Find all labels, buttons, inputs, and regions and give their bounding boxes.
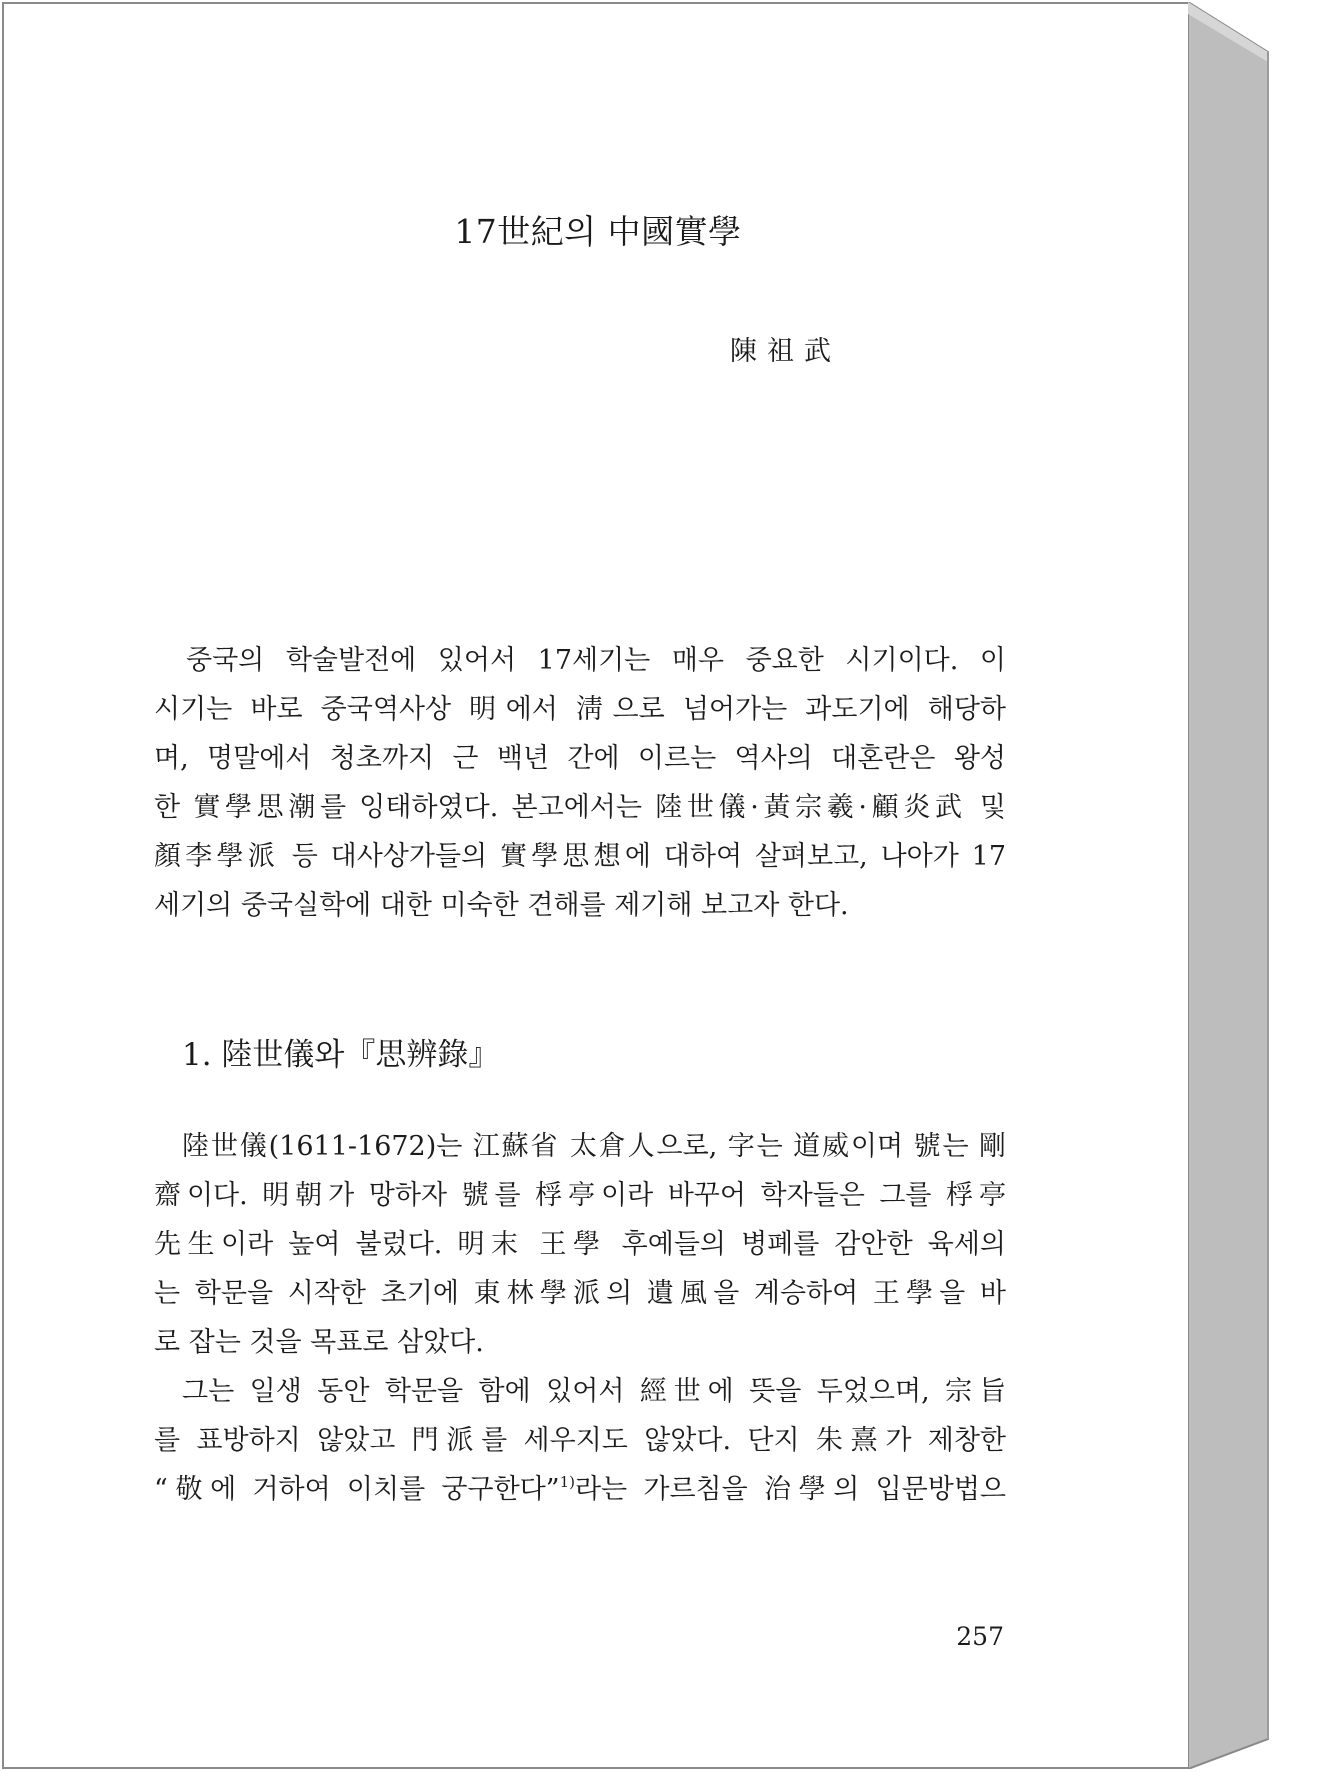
body-line: 는 학문을 시작한 초기에 東林學派의 遺風을 계승하여 王學을 바 — [154, 1278, 1006, 1309]
body-line-with-footnote — [154, 1465, 1006, 1514]
body-line: 先生이라 높여 불렀다. 明末 王學 후예들의 병폐를 감안한 육세의 — [154, 1229, 1006, 1260]
page-number: 257 — [956, 1622, 1004, 1651]
author-name: 陳祖武 — [730, 336, 841, 367]
footnote-marker[interactable]: 1) — [559, 1473, 575, 1491]
body-line: 를 표방하지 않았고 門派를 세우지도 않았다. 단지 朱熹가 제창한 — [154, 1425, 1006, 1456]
abstract-line: 중국의 학술발전에 있어서 17세기는 매우 중요한 시기이다. 이 — [186, 645, 1006, 676]
body-line: 齋이다. 明朝가 망하자 號를 桴亭이라 바꾸어 학자들은 그를 桴亭 — [154, 1180, 1006, 1211]
body-line: 陸世儀(1611-1672)는 江蘇省 太倉人으로, 字는 道威이며 號는 剛 — [182, 1131, 1006, 1162]
abstract-paragraph — [154, 636, 1006, 930]
quoted-phrase: “敬에 거하여 이치를 궁구한다” — [154, 1474, 560, 1505]
abstract-line: 시기는 바로 중국역사상 明에서 淸으로 넘어가는 과도기에 해당하 — [154, 694, 1006, 725]
abstract-line: 한 實學思潮를 잉태하였다. 본고에서는 陸世儀·黃宗羲·顧炎武 및 — [154, 792, 1006, 823]
book-page — [2, 2, 1190, 1769]
body-paragraph-2 — [154, 1367, 1006, 1514]
abstract-line: 세기의 중국실학에 대한 미숙한 견해를 제기해 보고자 한다. — [154, 890, 849, 921]
book-thickness-edge — [1188, 2, 1328, 1769]
abstract-line: 顏李學派 등 대사상가들의 實學思想에 대하여 살펴보고, 나아가 17 — [154, 841, 1006, 872]
book-side-face — [1188, 2, 1268, 1769]
abstract-line: 며, 명말에서 청초까지 근 백년 간에 이르는 역사의 대혼란은 왕성 — [154, 743, 1006, 774]
body-line: 로 잡는 것을 목표로 삼았다. — [154, 1327, 484, 1358]
body-text: 라는 가르침을 治學의 입문방법으 — [574, 1474, 1006, 1505]
book-edge-graphic — [1188, 2, 1328, 1769]
body-paragraph-1 — [154, 1122, 1006, 1367]
article-title: 17世紀의 中國實學 — [454, 212, 742, 251]
body-line: 그는 일생 동안 학문을 함에 있어서 經世에 뜻을 두었으며, 宗旨 — [182, 1376, 1006, 1407]
section-heading: 1. 陸世儀와『思辨錄』 — [182, 1037, 500, 1073]
